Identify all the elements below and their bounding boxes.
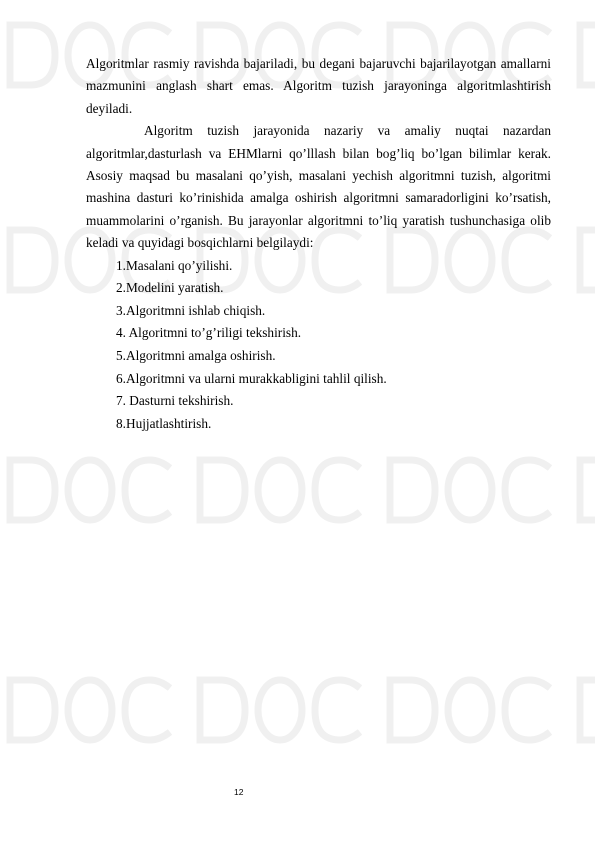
list-item: 6.Algoritmni va ularni murakkabligini tahlil qilish.: [116, 370, 387, 386]
watermark-tile: [580, 25, 595, 85]
paragraph-intro: Algoritmlar rasmiy ravishda bajariladi, bu degani bajaruvchi bajarilayotgan amallarni mazmunini anglash shart emas. Algoritm tuzish jarayoninga algoritmlashtirish deyiladi.: [86, 56, 551, 116]
document-body: [86, 53, 551, 435]
list-item: 5.Algoritmni amalga oshirish.: [116, 348, 276, 364]
watermark-tile: [390, 680, 550, 740]
list-item: 1.Masalani qo’yilishi.: [116, 257, 233, 273]
watermark-tile: [580, 230, 595, 290]
list-item: 3.Algoritmni ishlab chiqish.: [116, 302, 266, 318]
list-item: 8.Hujjatlashtirish.: [116, 415, 212, 431]
watermark-tile: [10, 680, 170, 740]
paragraph-process: Algoritm tuzish jarayonida nazariy va amaliy nuqtai nazardan algoritmlar,dasturlash va EHMlarni qo’lllash bilan bog’liq bo’lgan bilimlar kerak. Asosiy maqsad bu masalani qo’yish, masalani yechish algoritmni tuzish, algoritmi mashina dasturi ko’rinishida amalga oshirish algoritmni samaradorligini ko’rsatish, muammolarini o’rganish. Bu jarayonlar algoritmni to’liq yaratish tushunchasiga olib keladi va quyidagi bosqichlarni belgilaydi:: [86, 123, 551, 251]
list-item: 4. Algoritmni to’g’riligi tekshirish.: [116, 325, 302, 341]
watermark-tile: [390, 460, 550, 520]
watermark-tile: [580, 680, 595, 740]
page-number: 12: [234, 787, 244, 797]
list-item: 2.Modelini yaratish.: [116, 280, 224, 296]
watermark-tile: [10, 460, 170, 520]
list-item: 7. Dasturni tekshirish.: [116, 393, 234, 409]
watermark-tile: [200, 460, 360, 520]
watermark-tile: [580, 460, 595, 520]
watermark-tile: [200, 680, 360, 740]
steps-list: [86, 255, 551, 436]
